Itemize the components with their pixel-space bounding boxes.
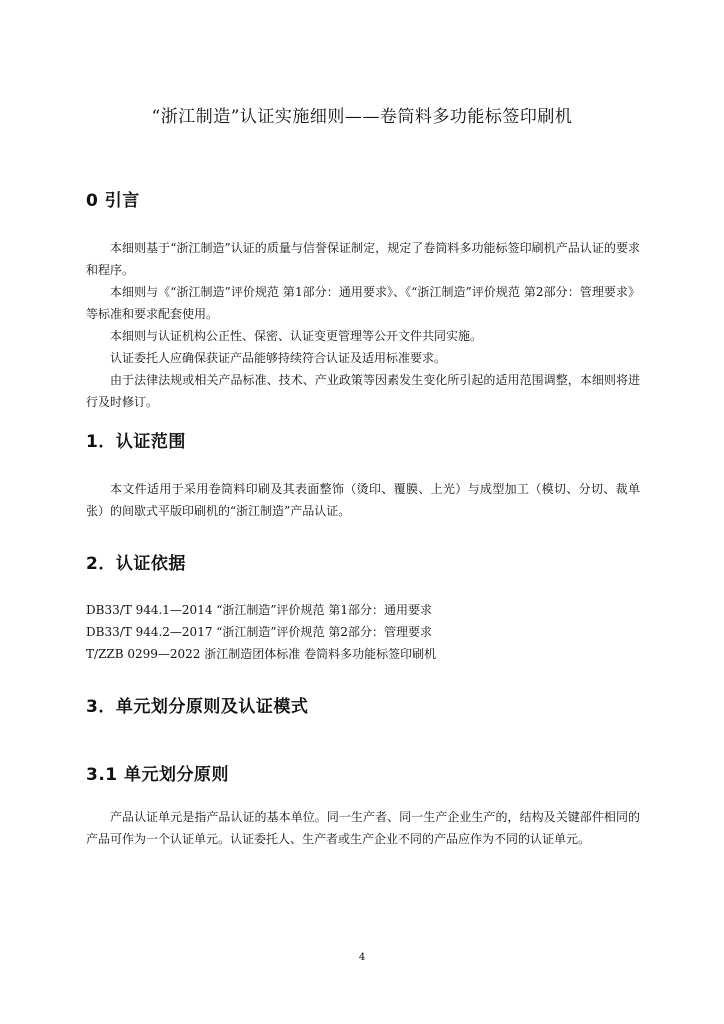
intro-paragraph-3: 本细则与认证机构公正性、保密、认证变更管理等公开文件共同实施。: [110, 329, 483, 343]
section-heading-unit-division: 3．单元划分原则及认证模式: [86, 697, 309, 717]
intro-paragraph-5: 由于法律法规或相关产品标准、技术、产业政策等因素发生变化所引起的适用范围调整，本细则将进行及时修订。: [86, 373, 640, 409]
reference-line-2: DB33/T 944.2—2017 “浙江制造”评价规范 第2部分：管理要求: [86, 625, 432, 639]
page-number: 4: [358, 952, 366, 963]
intro-paragraph-4: 认证委托人应确保获证产品能够持续符合认证及适用标准要求。: [110, 351, 447, 365]
scope-paragraph: 本文件适用于采用卷筒料印刷及其表面整饰（烫印、覆膜、上光）与成型加工（模切、分切、裁单张）的间歇式平版印刷机的“浙江制造”产品认证。: [86, 482, 640, 518]
document-title: “浙江制造”认证实施细则——卷筒料多功能标签印刷机: [151, 107, 573, 127]
intro-paragraph-1: 本细则基于“浙江制造”认证的质量与信誉保证制定，规定了卷筒料多功能标签印刷机产品认证的要求和程序。: [86, 241, 640, 277]
section-heading-scope: 1．认证范围: [86, 432, 186, 452]
unit-principle-paragraph: 产品认证单元是指产品认证的基本单位。同一生产者、同一生产企业生产的，结构及关键部件相同的产品可作为一个认证单元。认证委托人、生产者或生产企业不同的产品应作为不同的认证单元。: [86, 810, 640, 846]
section-heading-intro: 0 引言: [86, 191, 140, 211]
reference-line-1: DB33/T 944.1—2014 “浙江制造”评价规范 第1部分：通用要求: [86, 603, 432, 617]
section-heading-unit-principle: 3.1 单元划分原则: [86, 765, 230, 785]
section-heading-basis: 2．认证依据: [86, 554, 186, 574]
intro-paragraph-2: 本细则与《“浙江制造”评价规范 第1部分：通用要求》、《“浙江制造”评价规范 第2部分：管理要求》等标准和要求配套使用。: [86, 285, 640, 321]
reference-line-3: T/ZZB 0299—2022 浙江制造团体标准 卷筒料多功能标签印刷机: [86, 647, 437, 661]
